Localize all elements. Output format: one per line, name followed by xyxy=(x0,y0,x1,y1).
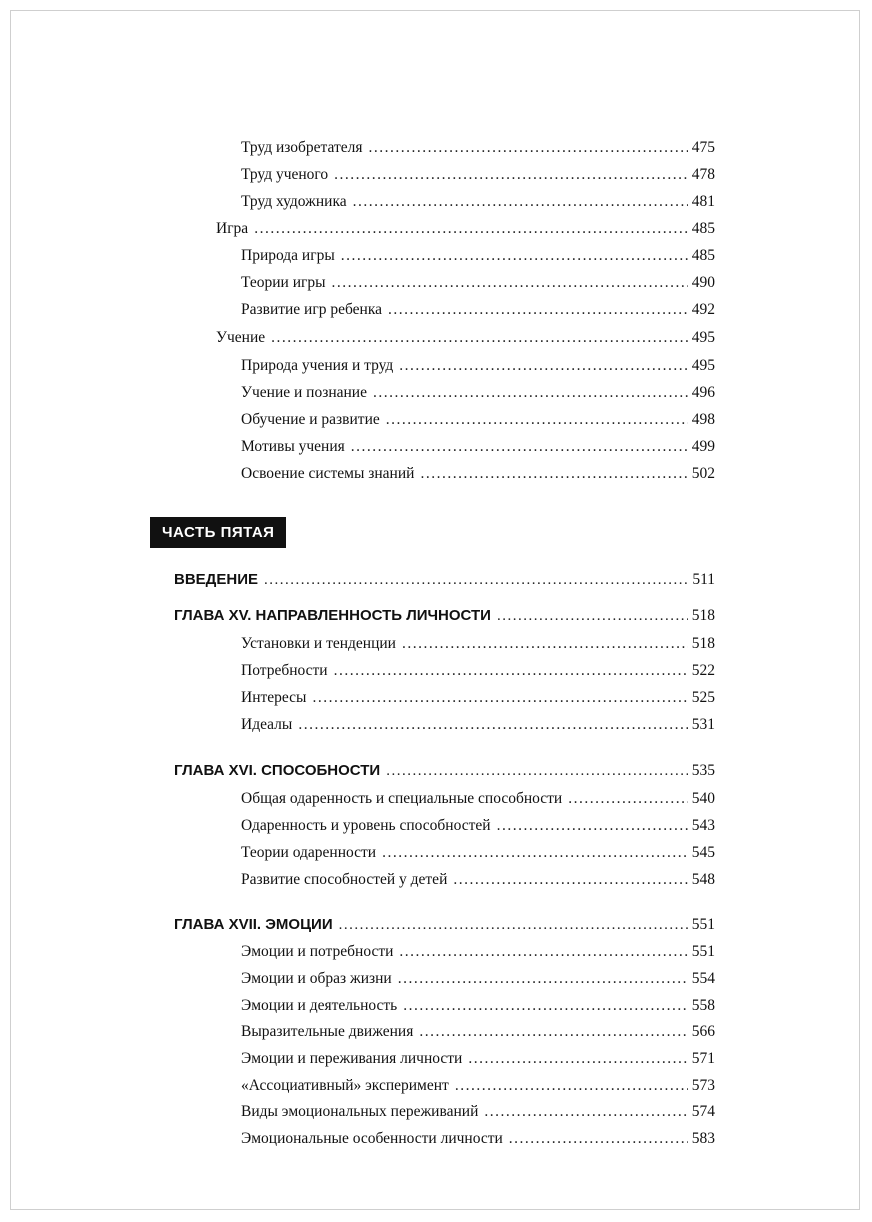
toc-entry-page: 518 xyxy=(691,635,715,652)
toc-entry-title: Теории игры xyxy=(241,274,326,291)
toc-entry[interactable] xyxy=(241,192,715,212)
toc-entry-page: 554 xyxy=(691,970,715,987)
toc-entry-page: 498 xyxy=(691,411,715,428)
dot-leader xyxy=(369,138,688,158)
toc-entry[interactable] xyxy=(241,996,715,1016)
toc-entry-title: Эмоции и потребности xyxy=(241,943,394,960)
toc-entry[interactable] xyxy=(241,634,715,654)
dot-leader xyxy=(420,464,687,484)
dot-leader xyxy=(484,1102,687,1122)
toc-entry-title: Теории одаренности xyxy=(241,844,377,861)
toc-entry-title: Одаренность и уровень способностей xyxy=(241,817,491,834)
toc-entry[interactable] xyxy=(241,437,715,457)
dot-leader xyxy=(399,942,687,962)
toc-chapter[interactable] xyxy=(174,606,715,626)
toc-entry-page: 540 xyxy=(691,790,715,807)
toc-entry-title: Игра xyxy=(216,220,249,237)
toc-entry-page: 566 xyxy=(691,1023,715,1040)
dot-leader xyxy=(388,300,688,320)
dot-leader xyxy=(334,661,688,681)
toc-entry[interactable] xyxy=(241,661,715,681)
dot-leader xyxy=(351,437,688,457)
toc-entry-title: Выразительные движения xyxy=(241,1023,414,1040)
dot-leader xyxy=(382,843,688,863)
toc-entry-page: 502 xyxy=(691,465,715,482)
toc-entry[interactable] xyxy=(241,410,715,430)
toc-intro[interactable] xyxy=(174,570,715,590)
toc-entry[interactable] xyxy=(241,715,715,735)
toc-entry-title: Развитие способностей у детей xyxy=(241,871,448,888)
toc-entry[interactable] xyxy=(241,1129,715,1149)
toc-entry-page: 545 xyxy=(691,844,715,861)
toc-entry-title: Освоение системы знаний xyxy=(241,465,415,482)
toc-entry-title: Потребности xyxy=(241,662,328,679)
toc-entry-page: 548 xyxy=(691,871,715,888)
dot-leader xyxy=(468,1049,687,1069)
toc-entry-title: Эмоциональные особенности личности xyxy=(241,1130,503,1147)
toc-entry[interactable] xyxy=(241,870,715,890)
toc-entry[interactable] xyxy=(241,1022,715,1042)
chapter-page: 551 xyxy=(691,916,715,933)
toc-entry-page: 475 xyxy=(691,139,715,156)
dot-leader xyxy=(509,1129,688,1149)
toc-entry[interactable] xyxy=(241,1102,715,1122)
dot-leader xyxy=(497,606,688,626)
toc-entry-title: Обучение и развитие xyxy=(241,411,380,428)
dot-leader xyxy=(497,816,688,836)
toc-entry-page: 485 xyxy=(691,220,715,237)
toc-entry[interactable] xyxy=(241,300,715,320)
chapter-title: ГЛАВА XV. НАПРАВЛЕННОСТЬ ЛИЧНОСТИ xyxy=(174,607,491,624)
dot-leader xyxy=(419,1022,687,1042)
dot-leader xyxy=(264,570,688,590)
toc-entry[interactable] xyxy=(241,138,715,158)
toc-entry-title: Общая одаренность и специальные способности xyxy=(241,790,563,807)
toc-entry-page: 496 xyxy=(691,384,715,401)
toc-entry[interactable] xyxy=(241,969,715,989)
toc-entry-page: 531 xyxy=(691,716,715,733)
toc-entry[interactable] xyxy=(241,688,715,708)
dot-leader xyxy=(453,870,687,890)
toc-entry-title: Труд художника xyxy=(241,193,347,210)
toc-entry-page: 499 xyxy=(691,438,715,455)
toc-entry[interactable] xyxy=(241,942,715,962)
dot-leader xyxy=(398,969,688,989)
toc-entry-title: Природа игры xyxy=(241,247,335,264)
dot-leader xyxy=(402,634,688,654)
toc-entry-page: 492 xyxy=(691,301,715,318)
toc-entry[interactable] xyxy=(241,843,715,863)
dot-leader xyxy=(254,219,688,239)
toc-entry-page: 571 xyxy=(691,1050,715,1067)
toc-entry-title: Эмоции и образ жизни xyxy=(241,970,392,987)
toc-entry-title: Труд изобретателя xyxy=(241,139,363,156)
dot-leader xyxy=(312,688,687,708)
part-label: ЧАСТЬ ПЯТАЯ xyxy=(150,517,286,548)
toc-entry-page: 543 xyxy=(691,817,715,834)
toc-entry[interactable] xyxy=(241,356,715,376)
toc-entry[interactable] xyxy=(241,816,715,836)
toc-entry-page: 495 xyxy=(691,357,715,374)
toc-entry[interactable] xyxy=(241,165,715,185)
toc-entry-page: 573 xyxy=(691,1077,715,1094)
dot-leader xyxy=(341,246,688,266)
chapter-title: ГЛАВА XVI. СПОСОБНОСТИ xyxy=(174,762,381,779)
dot-leader xyxy=(386,410,688,430)
dot-leader xyxy=(455,1076,688,1096)
toc-entry-title: Учение и познание xyxy=(241,384,367,401)
toc-entry-page: 525 xyxy=(691,689,715,706)
toc-entry-page: 485 xyxy=(691,247,715,264)
toc-entry-title: Идеалы xyxy=(241,716,293,733)
toc-entry[interactable] xyxy=(241,273,715,293)
toc-entry-title: «Ассоциативный» эксперимент xyxy=(241,1077,449,1094)
toc-entry[interactable] xyxy=(241,464,715,484)
toc-entry-title: Эмоции и переживания личности xyxy=(241,1050,463,1067)
dot-leader xyxy=(298,715,687,735)
toc-entry[interactable] xyxy=(241,1049,715,1069)
toc-entry-page: 481 xyxy=(691,193,715,210)
dot-leader xyxy=(373,383,688,403)
toc-entry[interactable] xyxy=(241,383,715,403)
dot-leader xyxy=(334,165,688,185)
toc-intro-title: ВВЕДЕНИЕ xyxy=(174,571,258,588)
toc-entry-title: Эмоции и деятельность xyxy=(241,997,398,1014)
dot-leader xyxy=(403,996,688,1016)
toc-entry-title: Интересы xyxy=(241,689,307,706)
toc-entry-title: Развитие игр ребенка xyxy=(241,301,382,318)
dot-leader xyxy=(353,192,688,212)
toc-entry-title: Мотивы учения xyxy=(241,438,345,455)
toc-entry-page: 478 xyxy=(691,166,715,183)
toc-entry[interactable] xyxy=(216,219,715,239)
dot-leader xyxy=(332,273,688,293)
chapter-page: 535 xyxy=(691,762,715,779)
dot-leader xyxy=(339,915,688,935)
dot-leader xyxy=(399,356,687,376)
toc-entry[interactable] xyxy=(241,789,715,809)
toc-entry-title: Учение xyxy=(216,329,266,346)
chapter-page: 518 xyxy=(691,607,715,624)
toc-entry-page: 574 xyxy=(691,1103,715,1120)
toc-entry-title: Виды эмоциональных переживаний xyxy=(241,1103,479,1120)
toc-chapter[interactable] xyxy=(174,915,715,935)
dot-leader xyxy=(386,761,688,781)
chapter-title: ГЛАВА XVII. ЭМОЦИИ xyxy=(174,916,333,933)
toc-entry[interactable] xyxy=(241,1076,715,1096)
toc-entry-page: 490 xyxy=(691,274,715,291)
toc-entry-title: Труд ученого xyxy=(241,166,329,183)
toc-entry-page: 558 xyxy=(691,997,715,1014)
toc-entry[interactable] xyxy=(241,246,715,266)
toc-entry-title: Природа учения и труд xyxy=(241,357,394,374)
toc-intro-page: 511 xyxy=(692,571,715,588)
toc-entry-page: 551 xyxy=(691,943,715,960)
toc-entry[interactable] xyxy=(216,328,715,348)
toc-entry-title: Установки и тенденции xyxy=(241,635,396,652)
toc-entry-page: 522 xyxy=(691,662,715,679)
toc-entry-page: 495 xyxy=(691,329,715,346)
toc-entry-page: 583 xyxy=(691,1130,715,1147)
dot-leader xyxy=(568,789,688,809)
toc-chapter[interactable] xyxy=(174,761,715,781)
dot-leader xyxy=(271,328,688,348)
